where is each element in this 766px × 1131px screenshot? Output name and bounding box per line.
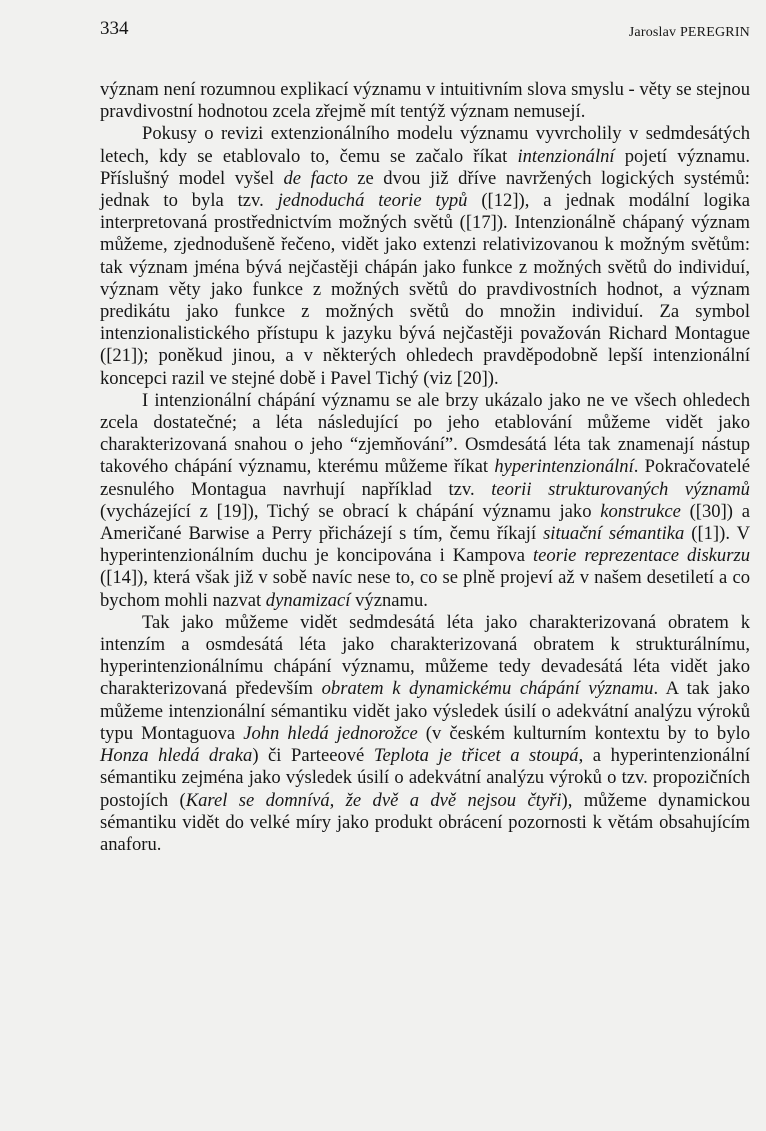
italic-term: situační sémantika — [543, 523, 685, 545]
text-run: (vycházející z [19]), Tichý se obrací k chápání významu jako — [100, 500, 601, 522]
text-run: ze dvou již dříve navržených logických systémů: jednak to byla tzv. — [100, 167, 750, 212]
text-run: , a hyperintenzionální sémantiku zejména jako výsledek úsilí o adekvátní analýzu výroků o tzv. propozičních postojích ( — [100, 745, 750, 811]
italic-term: konstrukce — [600, 500, 681, 522]
italic-term: jednoduchá teorie typů — [277, 190, 468, 212]
page-number: 334 — [100, 18, 129, 39]
text-run: významu. — [350, 589, 428, 611]
text-run: . Pokračovatelé zesnulého Montagua navrhují například tzv. — [100, 456, 750, 500]
paragraph — [100, 79, 750, 123]
paragraph — [100, 390, 750, 612]
text-run: ) či Parteeové — [252, 745, 374, 767]
text-run: význam není rozumnou explikací významu v intuitivním slova smyslu - věty se stejnou pravdivostní hodnotou zcela zřejmě mít tentýž význam nemusejí. — [100, 79, 750, 123]
paragraph — [100, 612, 750, 856]
text-run: ([30]) a Američané Barwise a Perry přicházejí s tím, čemu říkají — [100, 500, 750, 545]
italic-term: intenzionální — [517, 145, 615, 167]
text-run: ([12]), a jednak modální logika interpretovaná prostřednictvím možných světů ([17]). Intenzionálně chápaný význam můžeme, zjednodušeně řečeno, vidět jako extenzi relativizovanou k možným světům: tak význam jména bývá nejčastěji chápán jako funkce z možných světů do individuí, význam věty jako funkce z možných světů do pravdivostních hodnot, a význam predikátu jako funkce z možných světů do množin individuí. Za symbol intenzionalistického přístupu k jazyku bývá nejčastěji považován Richard Montague ([21]); poněkud jinou, a v některých ohledech pravděpodobně lepší intenzionální koncepci razil ve stejné době i Pavel Tichý (viz [20]). — [100, 190, 751, 389]
text-run: . A tak jako můžeme intenzionální sémantiku vidět jako výsledek úsilí o adekvátní analýzu výroků typu Montaguova — [100, 678, 750, 744]
italic-term: teorie reprezentace diskurzu — [533, 545, 750, 567]
text-run: ([14]), která však již v sobě navíc nese to, co se plně projeví až v našem desetiletí a co bychom mohli nazvat — [100, 567, 750, 611]
italic-term: Honza hledá draka — [100, 745, 253, 767]
text-run: (v českém kulturním kontextu by to bylo — [417, 722, 750, 744]
italic-term: Teplota je třicet a stoupá — [373, 745, 579, 767]
italic-term: de facto — [283, 167, 348, 189]
italic-term: John hledá jednorožce — [243, 722, 418, 744]
italic-term: obratem k dynamickému chápání významu — [321, 678, 654, 700]
text-run: ), můžeme dynamickou sémantiku vidět do velké míry jako produkt obrácení pozornosti k větám obsahujícím anaforu. — [100, 789, 750, 855]
italic-term: teorii strukturovaných významů — [491, 478, 750, 500]
italic-term: Karel se domnívá, že dvě a dvě nejsou čtyři — [185, 789, 562, 811]
body-text — [100, 79, 750, 856]
paragraph — [100, 123, 750, 389]
text-run: Tak jako můžeme vidět sedmdesátá léta jako charakterizovaná obratem k intenzím a osmdesátá léta jako charakterizovaná obratem k strukturálnímu, hyperintenzionálnímu chápání významu, můžeme tedy devadesátá léta vidět jako charakterizovaná především — [100, 611, 750, 700]
italic-term: dynamizací — [265, 589, 351, 611]
text-run: ([1]). V hyperintenzionálním duchu je koncipována i Kampova — [100, 523, 751, 567]
text-run: I intenzionální chápání významu se ale brzy ukázalo jako ne ve všech ohledech zcela dostatečné; a léta následující po jeho etablování můžeme vidět jako charakterizovaná snahou o jeho “zjemňování”. Osmdesátá léta tak znamenají nástup takového chápání významu, kterému můžeme říkat — [100, 389, 750, 478]
running-header — [100, 18, 750, 48]
running-head-author: Jaroslav PEREGRIN — [628, 25, 750, 40]
italic-term: hyperintenzionální — [494, 456, 634, 478]
text-run: Pokusy o revizi extenzionálního modelu významu vyvrcholily v sedmdesátých letech, kdy se etablovalo to, čemu se začalo říkat — [100, 123, 750, 167]
text-run: pojetí významu. Příslušný model vyšel — [100, 145, 750, 189]
